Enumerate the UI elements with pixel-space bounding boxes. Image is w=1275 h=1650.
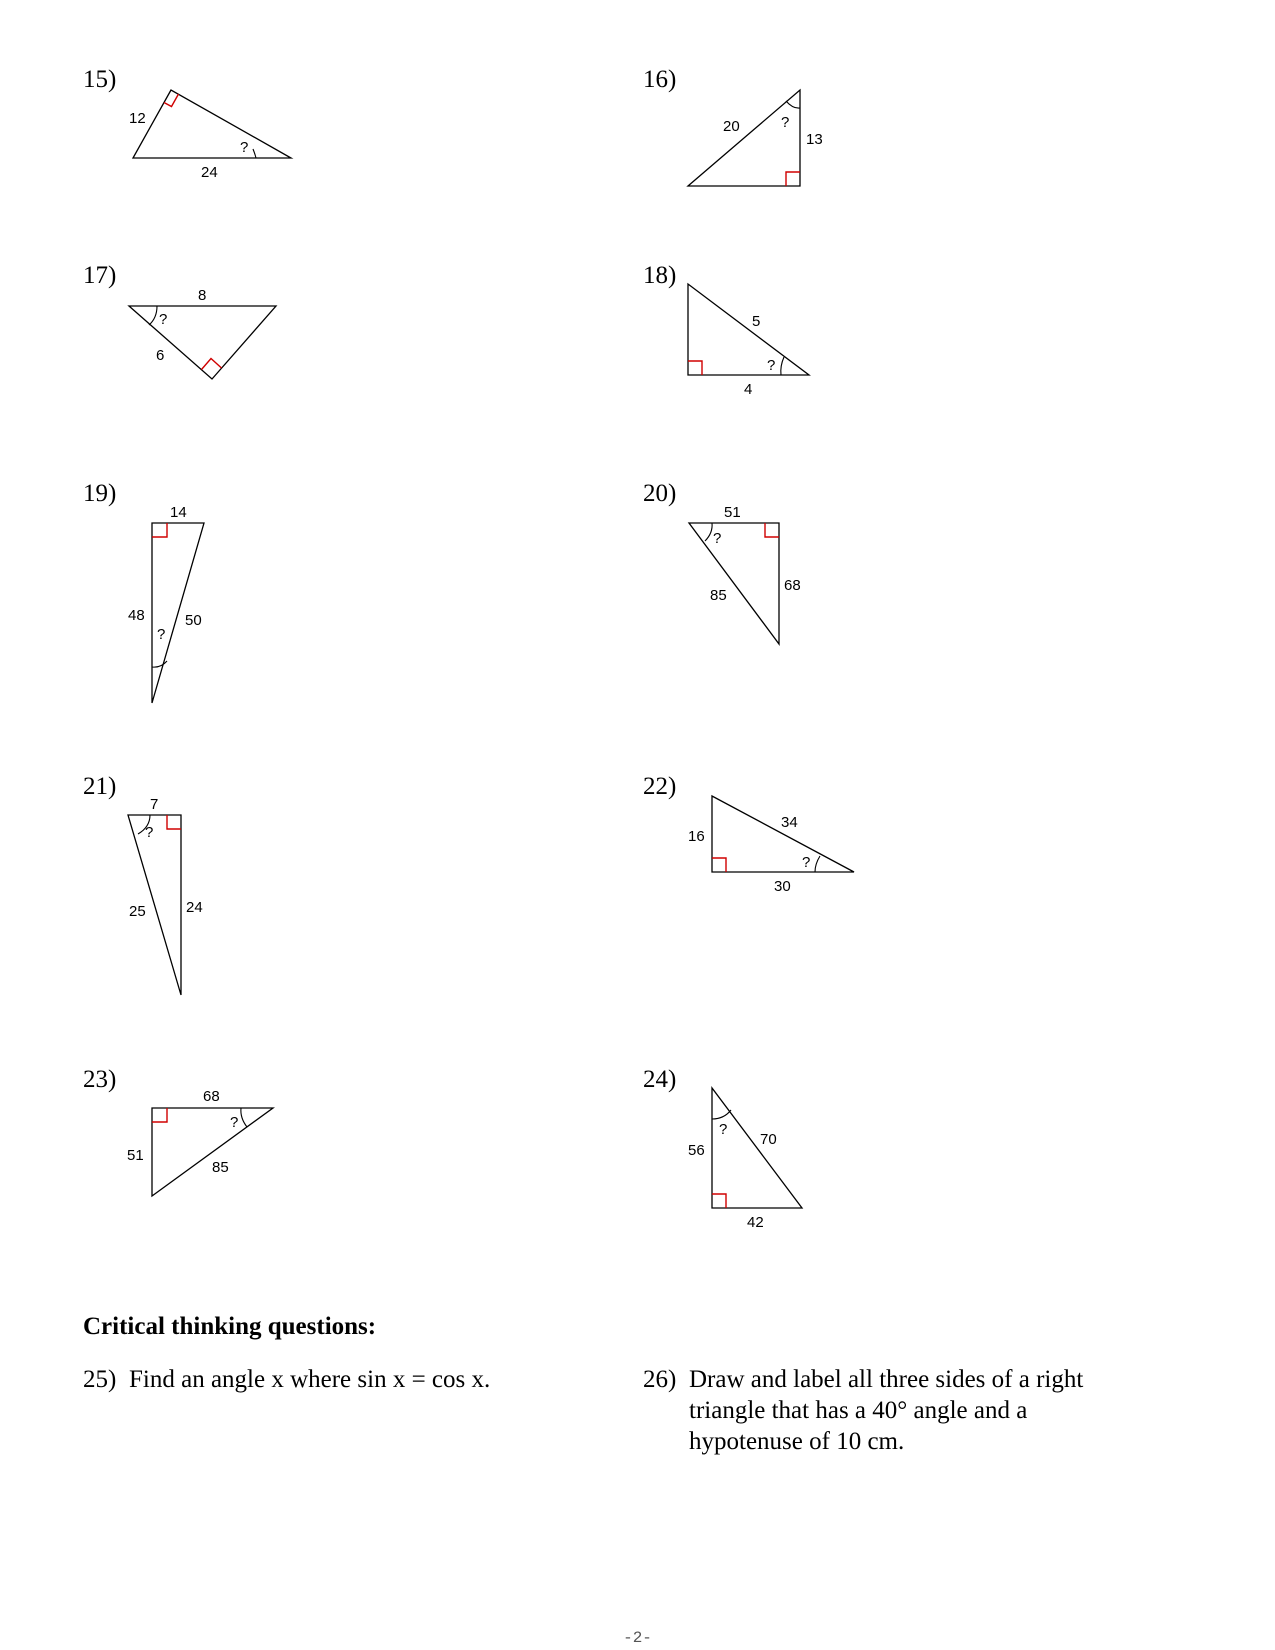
triangle-19 bbox=[128, 504, 204, 703]
question-number: 25) bbox=[83, 1366, 117, 1393]
side-label: 68 bbox=[784, 577, 801, 594]
question-number: 26) bbox=[643, 1366, 677, 1393]
side-label: 51 bbox=[127, 1147, 144, 1164]
unknown-angle-label: ? bbox=[802, 854, 811, 871]
unknown-angle-label: ? bbox=[781, 114, 790, 131]
problem-number: 21) bbox=[83, 773, 117, 800]
problem-number: 20) bbox=[643, 480, 677, 507]
section-heading: Critical thinking questions: bbox=[83, 1313, 377, 1340]
problem-number: 16) bbox=[643, 66, 677, 93]
triangle-16 bbox=[688, 90, 823, 186]
problem-number: 22) bbox=[643, 773, 677, 800]
side-label: 68 bbox=[203, 1088, 220, 1105]
unknown-angle-label: ? bbox=[719, 1121, 728, 1138]
side-label: 51 bbox=[724, 504, 741, 521]
problem-number: 18) bbox=[643, 262, 677, 289]
side-label: 5 bbox=[752, 313, 761, 330]
triangle-23 bbox=[127, 1088, 273, 1196]
problem-number: 23) bbox=[83, 1066, 117, 1093]
unknown-angle-label: ? bbox=[767, 357, 776, 374]
unknown-angle-label: ? bbox=[713, 530, 722, 547]
side-label: 13 bbox=[806, 131, 823, 148]
unknown-angle-label: ? bbox=[240, 139, 249, 156]
side-label: 12 bbox=[129, 110, 146, 127]
unknown-angle-label: ? bbox=[145, 824, 154, 841]
triangle-17 bbox=[129, 287, 276, 379]
problem-number: 17) bbox=[83, 262, 117, 289]
problem-number: 15) bbox=[83, 66, 117, 93]
triangle-15 bbox=[129, 90, 291, 181]
question-text: Draw and label all three sides of a right triangle that has a 40° angle and a hypotenuse of 10 cm. bbox=[689, 1366, 1084, 1455]
side-label: 24 bbox=[201, 164, 218, 181]
side-label: 34 bbox=[781, 814, 798, 831]
page-number: -2- bbox=[623, 1629, 652, 1647]
side-label: 70 bbox=[760, 1131, 777, 1148]
side-label: 50 bbox=[185, 612, 202, 629]
side-label: 48 bbox=[128, 607, 145, 624]
side-label: 4 bbox=[744, 381, 753, 398]
unknown-angle-label: ? bbox=[157, 626, 166, 643]
problem-number: 19) bbox=[83, 480, 117, 507]
unknown-angle-label: ? bbox=[159, 311, 168, 328]
side-label: 30 bbox=[774, 878, 791, 895]
side-label: 24 bbox=[186, 899, 203, 916]
problem-number: 24) bbox=[643, 1066, 677, 1093]
triangle-24 bbox=[688, 1088, 802, 1231]
triangle-18 bbox=[688, 284, 809, 398]
side-label: 7 bbox=[150, 796, 159, 813]
side-label: 56 bbox=[688, 1142, 705, 1159]
side-label: 16 bbox=[688, 828, 705, 845]
unknown-angle-label: ? bbox=[230, 1114, 239, 1131]
side-label: 8 bbox=[198, 287, 207, 304]
triangle-21 bbox=[128, 796, 203, 995]
side-label: 14 bbox=[170, 504, 187, 521]
side-label: 20 bbox=[723, 118, 740, 135]
side-label: 42 bbox=[747, 1214, 764, 1231]
triangle-20 bbox=[689, 504, 801, 644]
side-label: 6 bbox=[156, 347, 165, 364]
side-label: 85 bbox=[212, 1159, 229, 1176]
side-label: 25 bbox=[129, 903, 146, 920]
triangle-22 bbox=[688, 796, 854, 895]
side-label: 85 bbox=[710, 587, 727, 604]
question-text: Find an angle x where sin x = cos x. bbox=[129, 1366, 491, 1393]
